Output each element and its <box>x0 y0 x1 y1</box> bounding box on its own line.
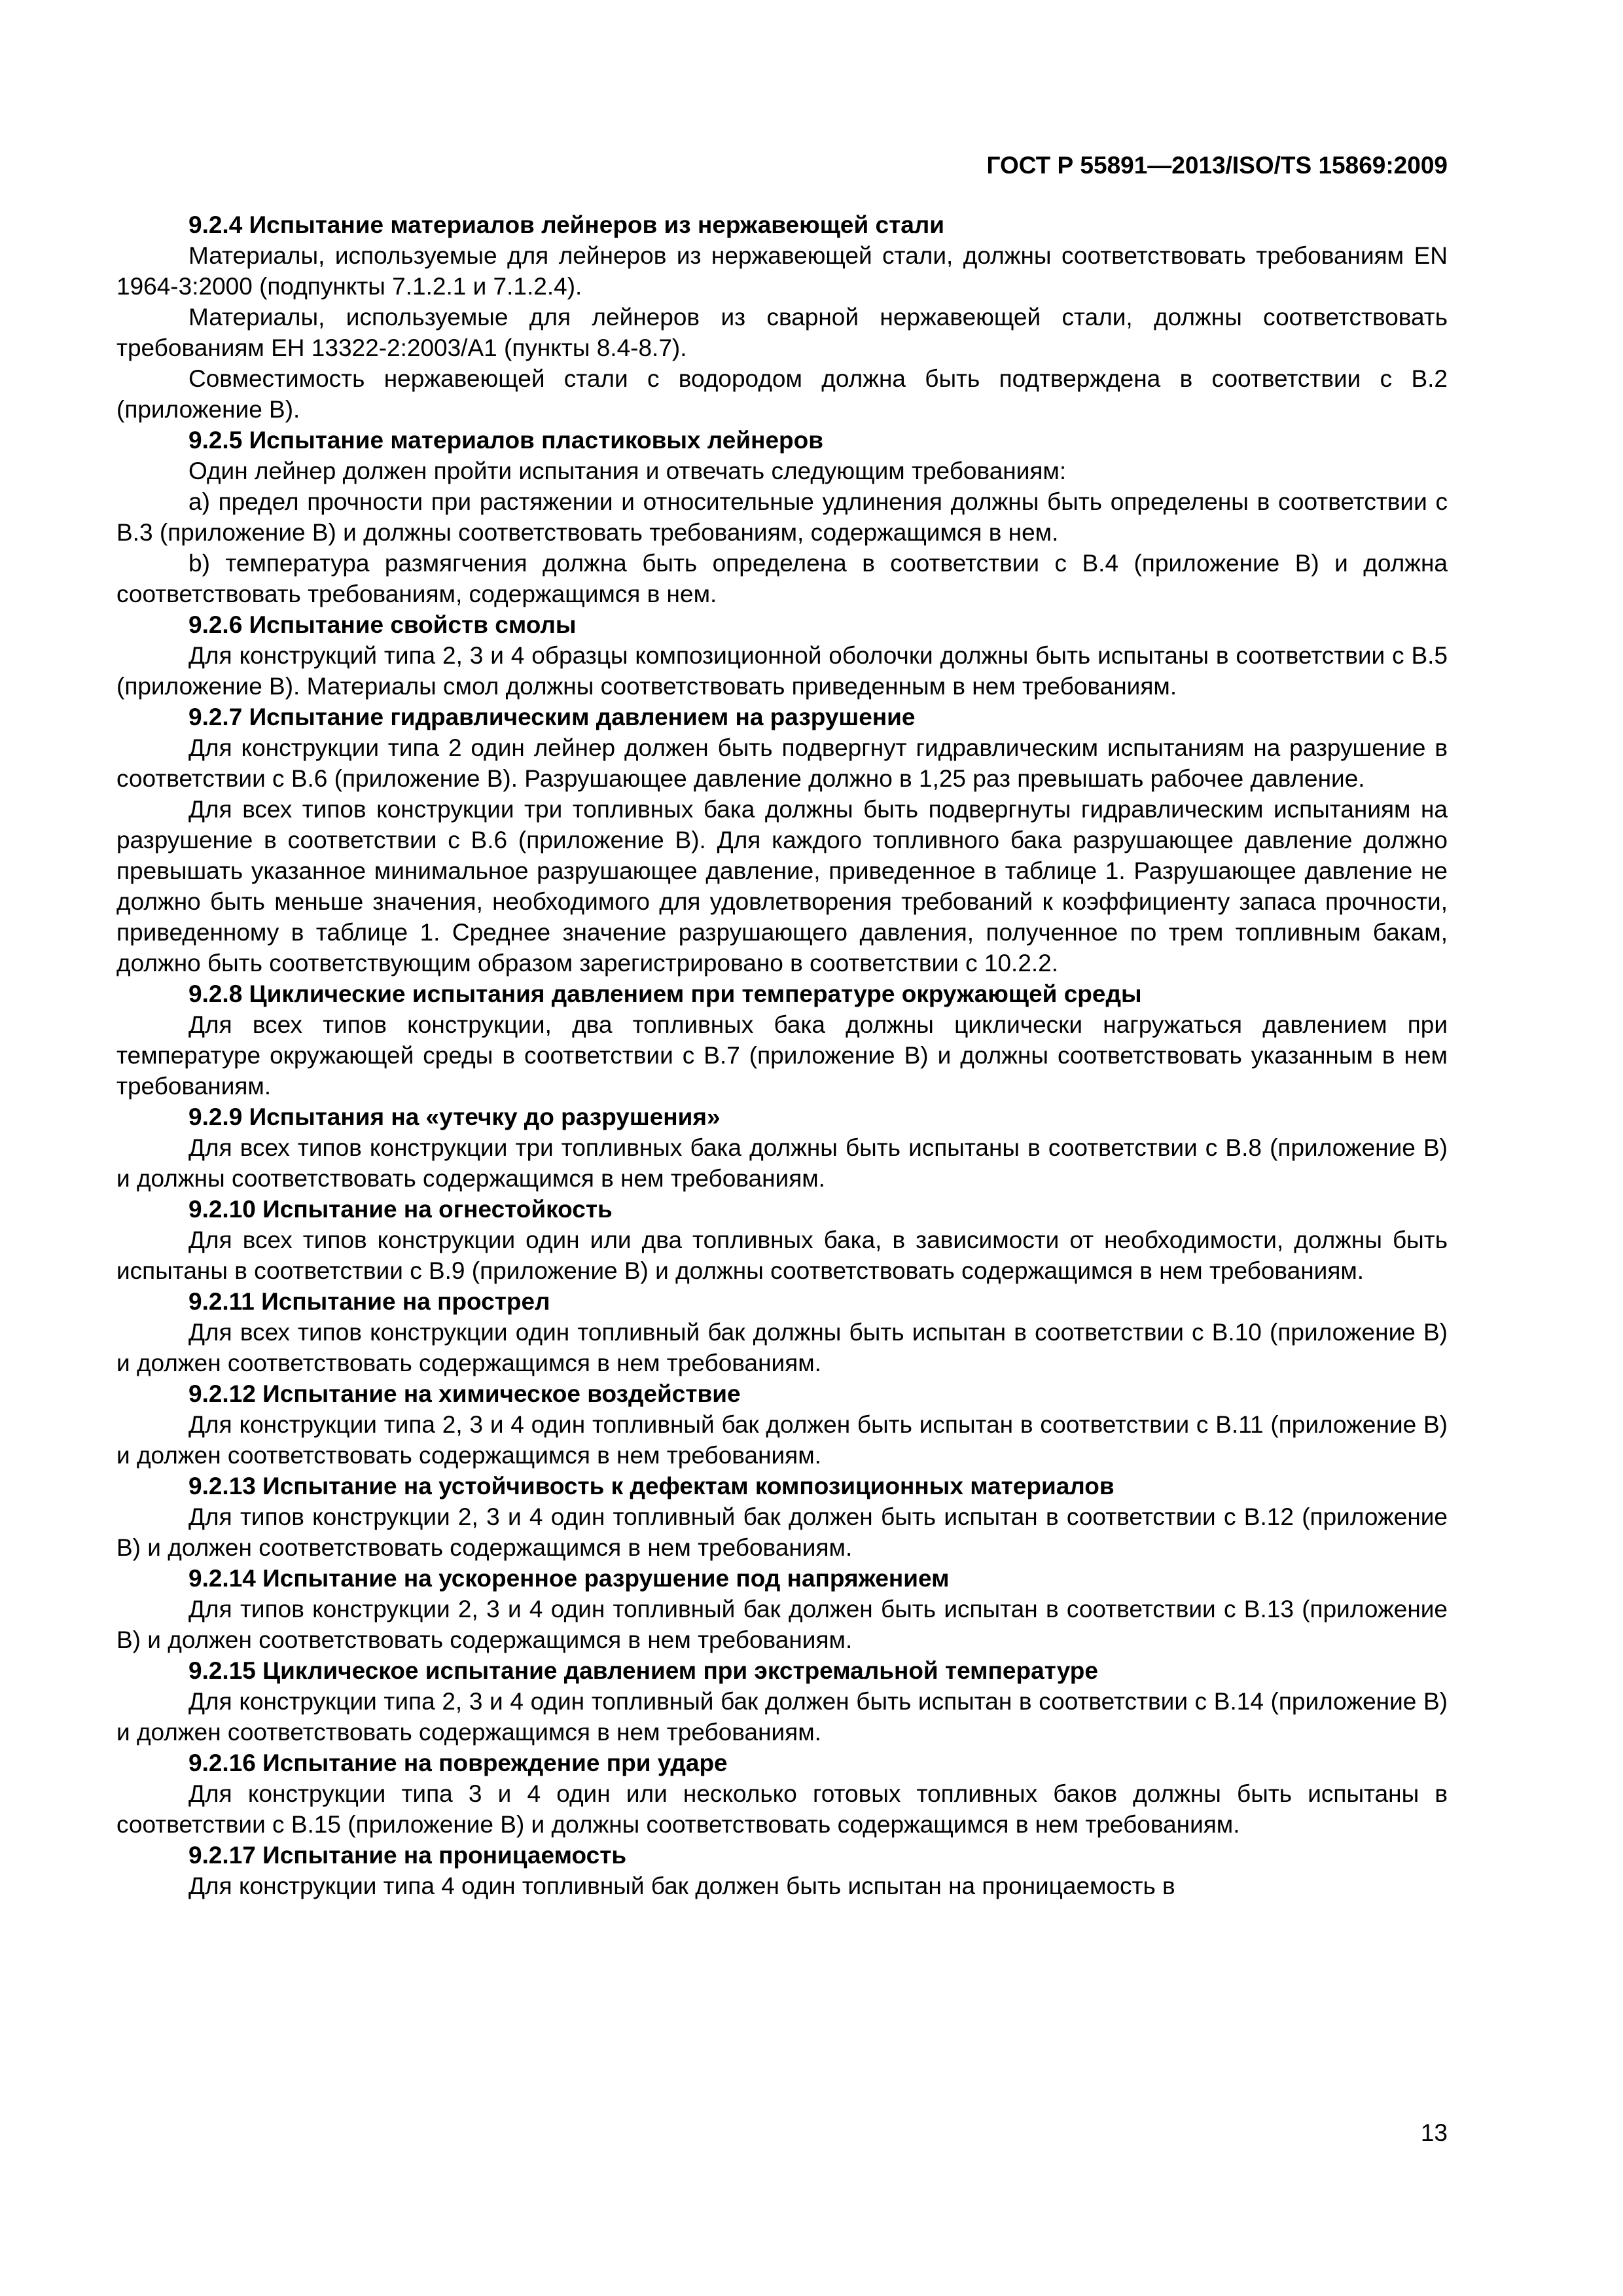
paragraph: Для всех типов конструкции один или два топливных бака, в зависимости от необходимости, должны быть испытаны в соответствии с В.9 (приложение В) и должны соответствовать содержащимся в нем требованиям. <box>116 1227 1448 1284</box>
paragraph: Один лейнер должен пройти испытания и отвечать следующим требованиям: <box>188 457 1067 484</box>
paragraph: Для конструкции типа 4 один топливный бак должен быть испытан на проницаемость в <box>188 1873 1175 1899</box>
section-heading: 9.2.5 Испытание материалов пластиковых лейнеров <box>188 427 823 454</box>
section-heading: 9.2.14 Испытание на ускоренное разрушение под напряжением <box>188 1565 950 1592</box>
paragraph: Материалы, используемые для лейнеров из сварной нержавеющей стали, должны соответствовать требованиям ЕН 13322-2:2003/А1 (пункты 8.4-8.7). <box>116 304 1448 361</box>
section-heading: 9.2.13 Испытание на устойчивость к дефектам композиционных материалов <box>188 1473 1115 1499</box>
paragraph: Для всех типов конструкции один топливный бак должны быть испытан в соответствии с В.10 (приложение В) и должен соответствовать содержащимся в нем требованиям. <box>116 1319 1448 1376</box>
document-header: ГОСТ Р 55891—2013/ISO/TS 15869:2009 <box>986 152 1448 179</box>
section-heading: 9.2.15 Циклическое испытание давлением при экстремальной температуре <box>188 1657 1098 1684</box>
section-heading: 9.2.10 Испытание на огнестойкость <box>188 1196 613 1223</box>
section-heading: 9.2.11 Испытание на прострел <box>188 1288 550 1315</box>
section-heading: 9.2.12 Испытание на химическое воздействие <box>188 1380 741 1407</box>
paragraph: b) температура размягчения должна быть определена в соответствии с В.4 (приложение В) и должна соответствовать требованиям, содержащимся в нем. <box>116 550 1448 607</box>
section-heading: 9.2.6 Испытание свойств смолы <box>188 611 577 638</box>
document-body <box>116 209 1448 1901</box>
paragraph: Совместимость нержавеющей стали с водородом должна быть подтверждена в соответствии с В.2 (приложение В). <box>116 365 1448 423</box>
section-heading: 9.2.9 Испытания на «утечку до разрушения» <box>188 1103 721 1130</box>
paragraph: Для конструкции типа 2, 3 и 4 один топливный бак должен быть испытан в соответствии с В.14 (приложение В) и должен соответствовать содержащимся в нем требованиям. <box>116 1688 1448 1746</box>
paragraph: Для всех типов конструкции три топливных бака должны быть испытаны в соответствии с В.8 (приложение В) и должны соответствовать содержащимся в нем требованиям. <box>116 1134 1448 1192</box>
paragraph: Для типов конструкции 2, 3 и 4 один топливный бак должен быть испытан в соответствии с В.13 (приложение В) и должен соответствовать содержащимся в нем требованиям. <box>116 1596 1448 1653</box>
paragraph: a) предел прочности при растяжении и относительные удлинения должны быть определены в соответствии с В.3 (приложение В) и должны соответствовать требованиям, содержащимся в нем. <box>116 488 1448 546</box>
paragraph: Для конструкций типа 2, 3 и 4 образцы композиционной оболочки должны быть испытаны в соответствии с В.5 (приложение В). Материалы смол должны соответствовать приведенным в нем требованиям. <box>116 642 1448 700</box>
paragraph: Для конструкции типа 2, 3 и 4 один топливный бак должен быть испытан в соответствии с В.11 (приложение В) и должен соответствовать содержащимся в нем требованиям. <box>116 1411 1448 1469</box>
section-heading: 9.2.16 Испытание на повреждение при ударе <box>188 1749 728 1776</box>
paragraph: Для всех типов конструкции три топливных бака должны быть подвергнуты гидравлическим испытаниям на разрушение в соответствии с В.6 (приложение В). Для каждого топливного бака разрушающее давление должно превышать указанное минимальное разрушающее давление, приведенное в таблице 1. Разрушающее давление не должно быть меньше значения, необходимого для удовлетворения требований к коэффициенту запаса прочности, приведенному в таблице 1. Среднее значение разрушающего давления, полученное по трем топливным бакам, должно быть соответствующим образом зарегистрировано в соответствии с 10.2.2. <box>116 796 1448 977</box>
paragraph: Для типов конструкции 2, 3 и 4 один топливный бак должен быть испытан в соответствии с В.12 (приложение В) и должен соответствовать содержащимся в нем требованиям. <box>116 1503 1448 1561</box>
section-heading: 9.2.8 Циклические испытания давлением при температуре окружающей среды <box>188 980 1142 1007</box>
section-heading: 9.2.4 Испытание материалов лейнеров из нержавеющей стали <box>188 211 945 238</box>
section-heading: 9.2.7 Испытание гидравлическим давлением на разрушение <box>188 704 916 730</box>
paragraph: Для конструкции типа 2 один лейнер должен быть подвергнут гидравлическим испытаниям на разрушение в соответствии с В.6 (приложение В). Разрушающее давление должно в 1,25 раз превышать рабочее давление. <box>116 734 1448 792</box>
paragraph: Для всех типов конструкции, два топливных бака должны циклически нагружаться давлением при температуре окружающей среды в соответствии с В.7 (приложение В) и должны соответствовать указанным в нем требованиям. <box>116 1011 1448 1100</box>
paragraph: Материалы, используемые для лейнеров из нержавеющей стали, должны соответствовать требованиям EN 1964-3:2000 (подпункты 7.1.2.1 и 7.1.2.4). <box>116 242 1448 300</box>
paragraph: Для конструкции типа 3 и 4 один или несколько готовых топливных баков должны быть испытаны в соответствии с В.15 (приложение В) и должны соответствовать содержащимся в нем требованиям. <box>116 1780 1448 1838</box>
section-heading: 9.2.17 Испытание на проницаемость <box>188 1842 627 1869</box>
page-number: 13 <box>1420 2119 1448 2146</box>
